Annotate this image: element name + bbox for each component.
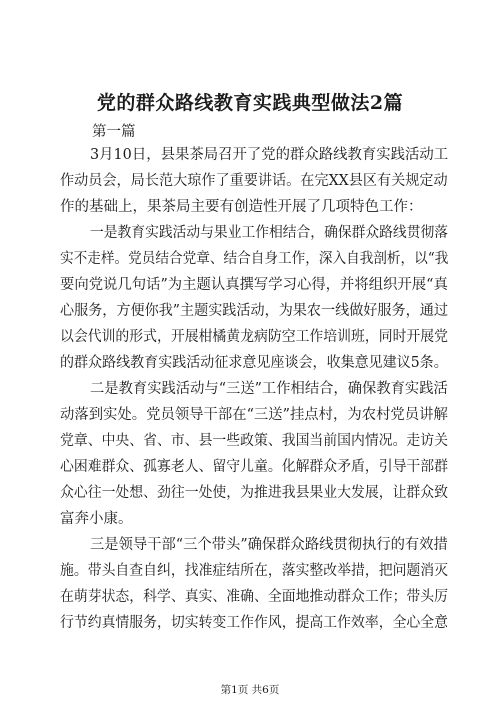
text-line: 作动员会，局长范大琼作了重要讲话。在完XX县区有关规定动: [60, 173, 448, 189]
text-line: 作的基础上，果茶局主要有创造性开展了几项特色工作：: [60, 199, 423, 215]
text-line: 在萌芽状态，科学、真实、准确、全面地推动群众工作；带头厉: [60, 589, 448, 605]
text-line: 施。带头自查自纠，找准症结所在，落实整改举措，把问题消灭: [60, 563, 448, 579]
text-line: 心困难群众、孤寡老人、留守儿童。化解群众矛盾，引导干部群: [60, 459, 448, 475]
document-title: 党的群众路线教育实践典型做法2篇: [96, 92, 404, 114]
text-line: 以会代训的形式，开展柑橘黄龙病防空工作培训班，同时开展党: [60, 329, 448, 345]
section-heading: 第一篇: [92, 124, 136, 140]
text-line: 动落到实处。党员领导干部在“三送”挂点村，为农村党员讲解: [60, 407, 448, 423]
text-line: 要向党说几句话”为主题认真撰写学习心得，并将组织开展“真: [60, 277, 448, 293]
text-line: 行节约真情服务，切实转变工作作风，提高工作效率，全心全意: [60, 615, 448, 631]
text-line: 实不走样。党员结合党章、结合自身工作，深入自我剖析，以“我: [60, 251, 449, 267]
text-line: 众心往一处想、劲往一处使，为推进我县果业大发展，让群众致: [60, 485, 448, 501]
text-line: 3月10日，县果茶局召开了党的群众路线教育实践活动工: [90, 147, 449, 163]
text-line: 一是教育实践活动与果业工作相结合，确保群众路线贯彻落: [90, 225, 448, 241]
text-line: 富奔小康。: [60, 511, 133, 527]
text-line: 的群众路线教育实践活动征求意见座谈会，收集意见建议5条。: [60, 355, 448, 371]
text-line: 二是教育实践活动与“三送”工作相结合，确保教育实践活: [90, 381, 448, 397]
text-line: 党章、中央、省、市、县一些政策、我国当前国内情况。走访关: [60, 433, 448, 449]
page-footer: 第1页 共6页: [220, 684, 280, 696]
text-line: 三是领导干部“三个带头”确保群众路线贯彻执行的有效措: [90, 537, 448, 553]
text-line: 心服务，方便你我”主题实践活动，为果农一线做好服务，通过: [60, 303, 448, 319]
